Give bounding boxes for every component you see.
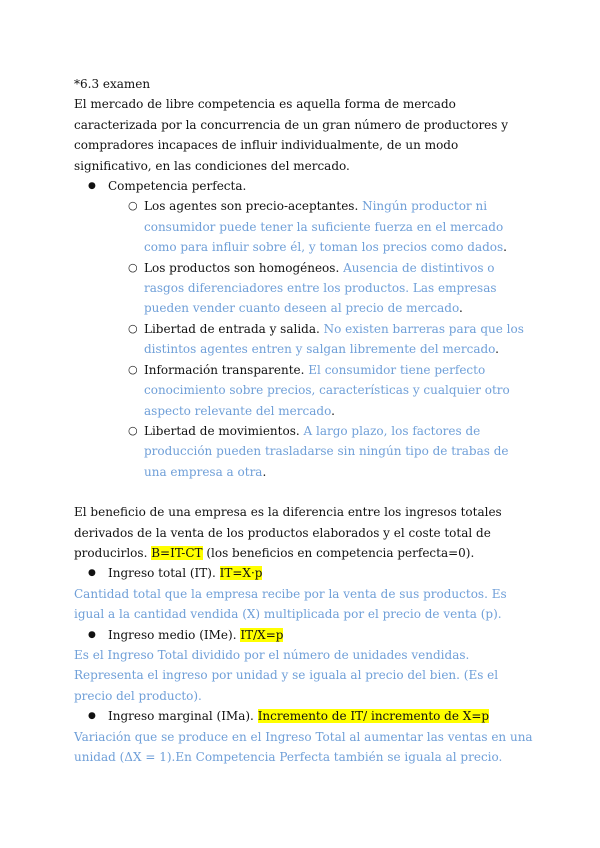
benefit-text: El beneficio de una empresa es la diferencia entre los ingresos totales derivados de la venta de los productos elaborados y el coste total de producirlos. bbox=[74, 505, 502, 560]
subitem-end: . bbox=[495, 342, 499, 357]
ingreso-total-desc: Cantidad total que la empresa recibe por la venta de sus productos. Es igual a la cantidad vendida (X) multiplicada por el precio de venta (p). bbox=[74, 586, 507, 622]
intro-paragraph: El mercado de libre competencia es aquella forma de mercado caracterizada por la concurrencia de un gran número de productores y compradores incapaces de influir individualmente, de un modo significativo, en las condiciones del mercado. bbox=[74, 97, 509, 173]
subitem-title: Los agentes son precio-aceptantes. bbox=[144, 199, 359, 214]
subitem-end: . bbox=[458, 301, 463, 316]
bullet-label: Ingreso marginal (IMa). bbox=[108, 709, 258, 724]
spacer bbox=[74, 482, 534, 502]
bullet-competencia-perfecta: ● Competencia perfecta. bbox=[74, 176, 534, 196]
bullet-label: Ingreso total (IT). bbox=[108, 566, 220, 581]
subitem bbox=[74, 360, 534, 421]
subitem-desc: El consumidor tiene perfecto conocimiento sobre precios, características y cualquier otro aspecto relevante del mercado bbox=[144, 362, 510, 418]
subitem-end: . bbox=[331, 403, 335, 418]
bullet-label: Ingreso medio (IMe). bbox=[108, 627, 241, 642]
subitem bbox=[74, 421, 534, 482]
bullet-formula: Incremento de IT/ incremento de X=p bbox=[257, 709, 490, 724]
subitem-desc: Ausencia de distintivos o rasgos diferenciadores entre los productos. Las empresas pueden vender cuanto deseen al precio de mercado bbox=[144, 260, 497, 316]
document-body bbox=[74, 74, 534, 767]
subitem-title: Libertad de entrada y salida. bbox=[144, 321, 320, 336]
subitem-desc: No existen barreras para que los distintos agentes entren y salgan libremente del mercado bbox=[144, 321, 524, 357]
bullet-formula: IT/X=p bbox=[240, 627, 284, 642]
subitem-title: Libertad de movimientos. bbox=[144, 423, 300, 438]
subitem-desc: Ningún productor ni consumidor puede tener la suficiente fuerza en el mercado como para influir sobre él, y toman los precios como dados bbox=[144, 199, 504, 255]
subitem bbox=[74, 319, 534, 360]
subitem bbox=[74, 258, 534, 319]
heading: *6.3 examen bbox=[74, 77, 151, 91]
benefit-formula: B=IT-CT bbox=[151, 545, 203, 560]
subitem-title: Información transparente. bbox=[144, 362, 305, 377]
benefit-suffix: (los beneficios en competencia perfecta=0). bbox=[202, 545, 475, 560]
subitem-title: Los productos son homogéneos. bbox=[144, 260, 340, 275]
bullet-ingreso-marginal bbox=[74, 706, 534, 726]
subitem bbox=[74, 196, 534, 257]
subitem-desc: A largo plazo, los factores de producción pueden trasladarse sin ningún tipo de trabas de una empresa a otra bbox=[144, 423, 509, 479]
bullet-formula: IT=X·p bbox=[219, 566, 263, 581]
bullet-ingreso-medio bbox=[74, 625, 534, 645]
ingreso-medio-desc: Es el Ingreso Total dividido por el número de unidades vendidas. Representa el ingreso por unidad y se iguala al precio del bien. (Es el precio del producto). bbox=[74, 647, 499, 703]
subitem-end: . bbox=[503, 240, 507, 255]
benefit-paragraph bbox=[74, 502, 534, 563]
subitem-end: . bbox=[262, 464, 267, 479]
bullet-ingreso-total bbox=[74, 563, 534, 583]
ingreso-marginal-desc: Variación que se produce en el Ingreso Total al aumentar las ventas en una unidad (ΔX = 1).En Competencia Perfecta también se iguala al precio. bbox=[74, 729, 533, 764]
